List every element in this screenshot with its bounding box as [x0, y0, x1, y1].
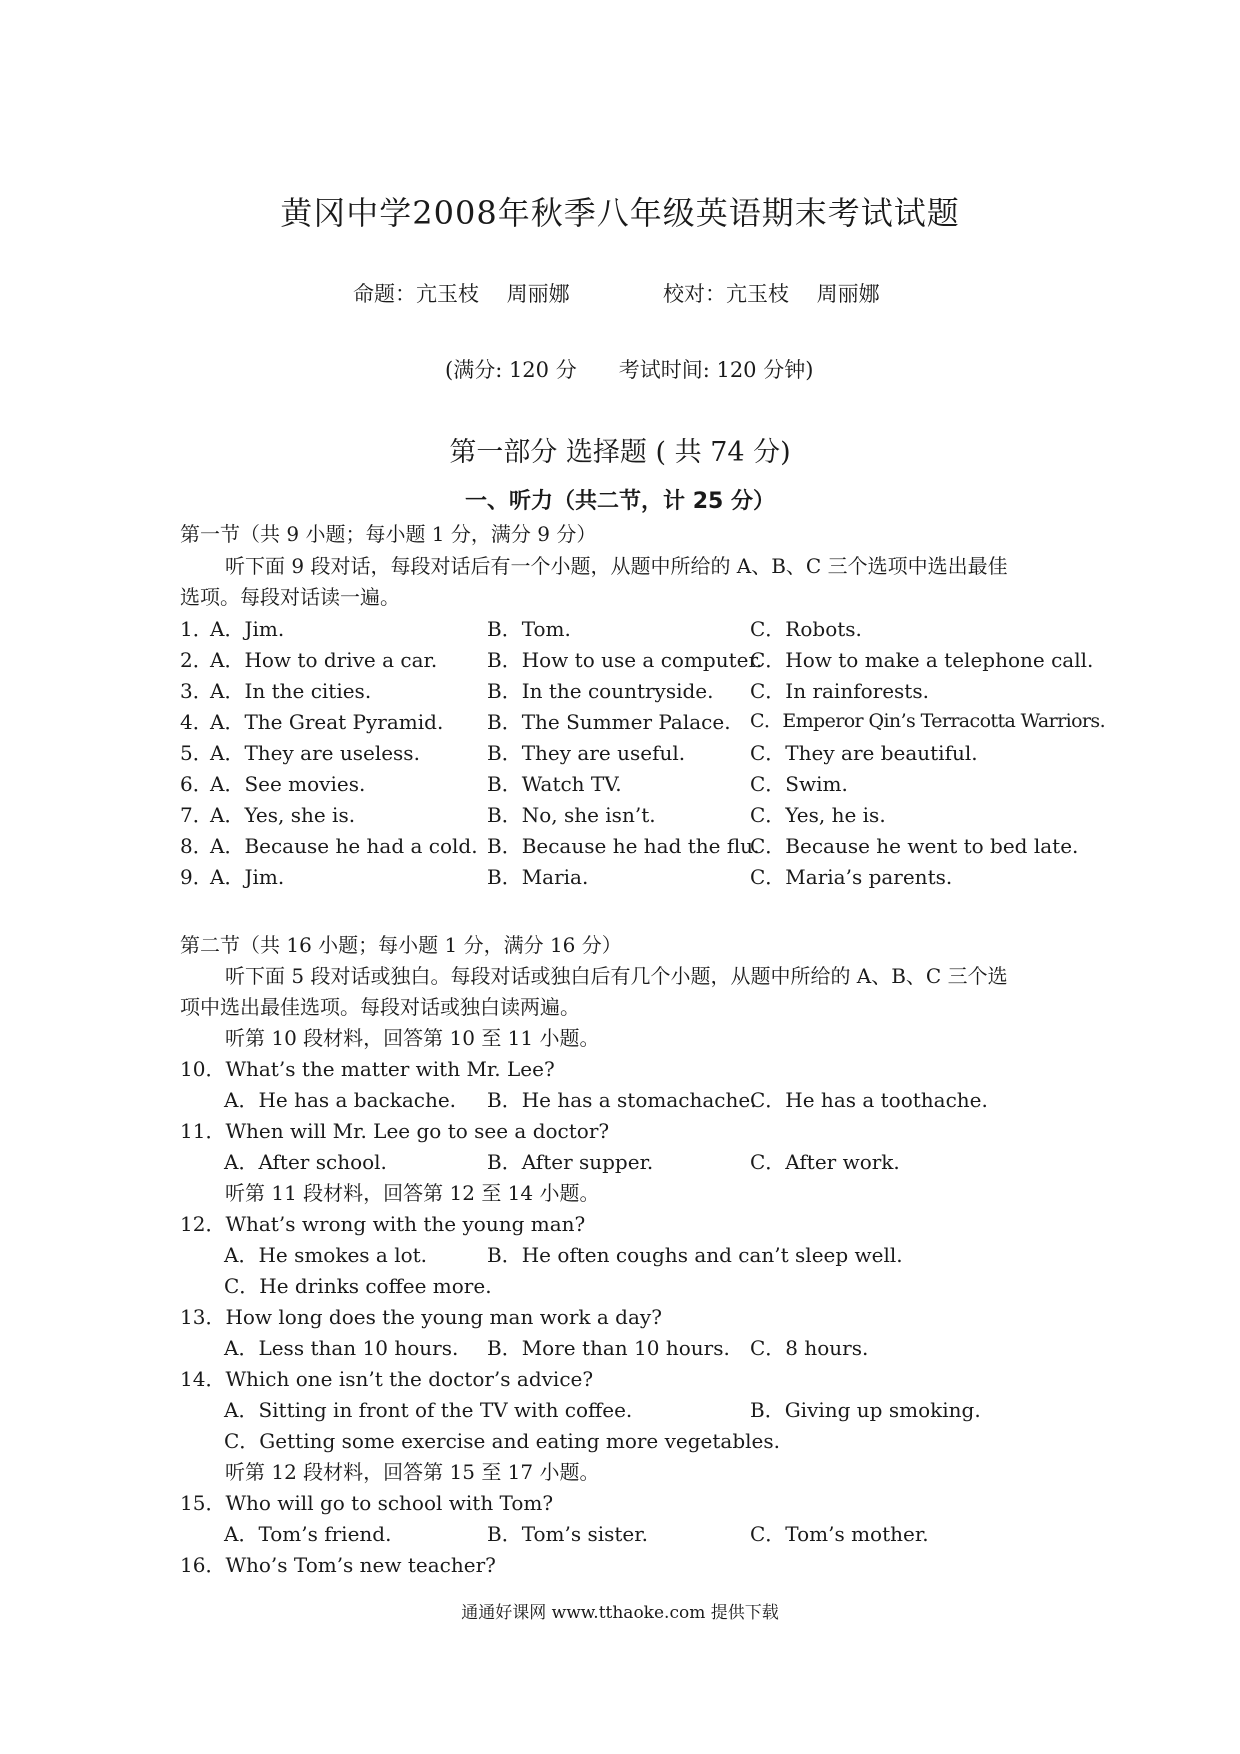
option-a: A．How to drive a car. [210, 648, 438, 672]
option-b: B．In the countryside. [487, 679, 714, 703]
option-b: B．The Summer Palace. [487, 710, 731, 734]
footer-source: 通通好课网 www.tthaoke.com 提供下载 [461, 1603, 779, 1623]
option-b: B．They are useful. [487, 741, 686, 765]
option-a: A．He has a backache. [224, 1088, 457, 1112]
section1-instructions-2: 选项。每段对话读一遍。 [180, 585, 400, 609]
option-c: C．Emperor Qin’s Terracotta Warriors. [750, 710, 1106, 732]
option-c: C．After work. [750, 1150, 900, 1174]
option-c: C．Swim. [750, 772, 848, 796]
question-16: 16．Who’s Tom’s new teacher? [180, 1553, 496, 1577]
option-c: C．8 hours. [750, 1336, 869, 1360]
option-c: C．Tom’s mother. [750, 1522, 929, 1546]
score-time-line [445, 354, 813, 384]
material-12-note: 听第 12 段材料，回答第 15 至 17 小题。 [225, 1460, 600, 1484]
option-c: C．Robots. [750, 617, 862, 641]
question-12: 12．What’s wrong with the young man? [180, 1212, 586, 1236]
option-a: A．Yes, she is. [210, 803, 356, 827]
exam-time: 考试时间: 120 分钟) [618, 358, 814, 382]
option-a: A．See movies. [210, 772, 366, 796]
question-number: 7． [180, 803, 213, 827]
section1-instructions-1: 听下面 9 段对话，每段对话后有一个小题，从题中所给的 A、B、C 三个选项中选出最佳 [225, 554, 1008, 578]
option-b: B．After supper. [487, 1150, 654, 1174]
question-number: 2． [180, 648, 213, 672]
question-14: 14．Which one isn’t the doctor’s advice? [180, 1367, 594, 1391]
question-number: 8． [180, 834, 213, 858]
part-title: 第一部分 选择题 ( 共 74 分) [449, 437, 791, 468]
option-b: B．Tom. [487, 617, 571, 641]
section1-heading: 第一节（共 9 小题；每小题 1 分，满分 9 分） [180, 522, 597, 546]
option-b: B．No, she isn’t. [487, 803, 656, 827]
question-number: 5． [180, 741, 213, 765]
question-number: 3． [180, 679, 213, 703]
option-b: B．Tom’s sister. [487, 1522, 648, 1546]
option-a: A．After school. [224, 1150, 387, 1174]
section2-heading: 第二节（共 16 小题；每小题 1 分，满分 16 分） [180, 933, 622, 957]
option-a: A．Tom’s friend. [224, 1522, 392, 1546]
option-a: A．He smokes a lot. [224, 1243, 428, 1267]
option-c: C．Getting some exercise and eating more vegetables. [224, 1429, 781, 1453]
option-a: A．In the cities. [210, 679, 372, 703]
question-13: 13．How long does the young man work a day? [180, 1305, 662, 1329]
material-10-note: 听第 10 段材料，回答第 10 至 11 小题。 [225, 1026, 600, 1050]
question-11: 11．When will Mr. Lee go to see a doctor? [180, 1119, 610, 1143]
option-b: B．Watch TV. [487, 772, 622, 796]
option-c: C．They are beautiful. [750, 741, 978, 765]
option-b: B．He often coughs and can’t sleep well. [487, 1243, 903, 1267]
section2-instructions-2: 项中选出最佳选项。每段对话或独白读两遍。 [180, 995, 580, 1019]
option-a: A．Because he had a cold. [210, 834, 478, 858]
option-a: A．Jim. [210, 865, 285, 889]
question-number: 9． [180, 865, 213, 889]
option-a: A．The Great Pyramid. [210, 710, 444, 734]
option-b: B．Giving up smoking. [750, 1398, 981, 1422]
authors-checked: 校对：亢玉枝 周丽娜 [663, 282, 880, 306]
option-a: A．Less than 10 hours. [224, 1336, 459, 1360]
option-c: C．He has a toothache. [750, 1088, 988, 1112]
question-number: 1． [180, 617, 213, 641]
option-b: B．More than 10 hours. [487, 1336, 730, 1360]
material-11-note: 听第 11 段材料，回答第 12 至 14 小题。 [225, 1181, 600, 1205]
question-10: 10．What’s the matter with Mr. Lee? [180, 1057, 555, 1081]
option-c: C．How to make a telephone call. [750, 648, 1094, 672]
option-c: C．Yes, he is. [750, 803, 886, 827]
option-a: A．Jim. [210, 617, 285, 641]
question-number: 4． [180, 710, 213, 734]
option-a: A．They are useless. [210, 741, 420, 765]
authors-compiled: 命题：亢玉枝 周丽娜 [353, 282, 570, 306]
question-15: 15．Who will go to school with Tom? [180, 1491, 554, 1515]
option-b: B．Maria. [487, 865, 589, 889]
question-number: 6． [180, 772, 213, 796]
listening-title: 一、听力（共二节，计 25 分） [465, 489, 775, 514]
option-c: C．In rainforests. [750, 679, 929, 703]
option-b: B．How to use a computer. [487, 648, 763, 672]
option-c: C．Because he went to bed late. [750, 834, 1079, 858]
option-b: B．He has a stomachache. [487, 1088, 757, 1112]
section2-instructions-1: 听下面 5 段对话或独白。每段对话或独白后有几个小题，从题中所给的 A、B、C 三个选 [225, 964, 1008, 988]
option-c: C．Maria’s parents. [750, 865, 953, 889]
option-a: A．Sitting in front of the TV with coffee. [224, 1398, 633, 1422]
exam-title: 黄冈中学2008年秋季八年级英语期末考试试题 [280, 194, 960, 232]
full-score: (满分: 120 分 [445, 358, 577, 382]
option-b: B．Because he had the flu. [487, 834, 760, 858]
option-c: C．He drinks coffee more. [224, 1274, 492, 1298]
